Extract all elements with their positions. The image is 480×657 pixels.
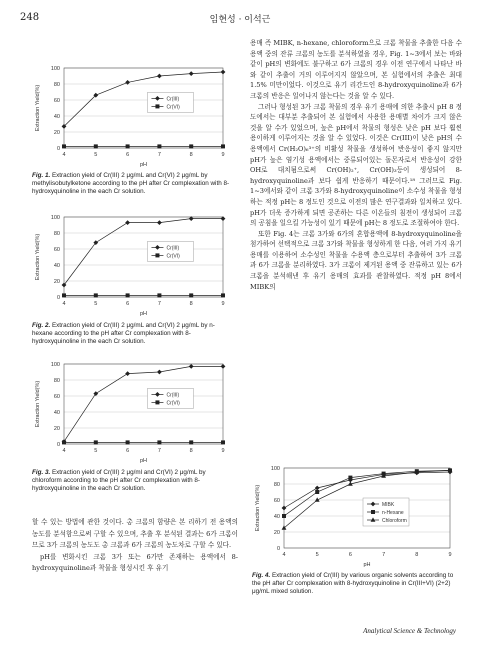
legend-marker: [155, 400, 159, 404]
figure-3-caption-label: Fig. 3.: [32, 469, 51, 476]
y-tick-label: 80: [53, 378, 60, 384]
y-tick-label: 40: [53, 410, 60, 416]
data-point: [282, 506, 287, 511]
series-line-cr-iii-: [64, 72, 223, 126]
x-tick-label: 9: [221, 152, 225, 158]
right-column-body: [250, 38, 462, 292]
y-tick-label: 40: [273, 514, 280, 520]
data-point: [221, 364, 226, 369]
legend-label: Cr(III): [166, 96, 180, 103]
y-tick-label: 100: [50, 66, 60, 72]
figure-2-chart: [30, 211, 235, 319]
legend-label: Cr(III): [166, 245, 180, 252]
axes-frame: [64, 68, 223, 148]
legend-marker: [155, 104, 159, 108]
data-point: [221, 70, 226, 75]
data-point: [315, 486, 320, 491]
data-point: [157, 220, 162, 225]
y-tick-label: 20: [53, 426, 60, 432]
figure-3-caption-text: Extraction yield of Cr(III) 2 μg/ml and Cr(VI) 2 μg/mL by chloroform according to the pH after Cr complexation with 8-hydroxyquinoline in the each Cr solution.: [32, 469, 206, 493]
figure-3-chart: [30, 358, 235, 466]
data-point: [126, 293, 130, 297]
y-tick-label: 0: [276, 546, 280, 552]
x-tick-label: 6: [126, 152, 130, 158]
figure-2-caption: [32, 322, 232, 347]
y-tick-label: 100: [50, 362, 60, 368]
y-tick-label: 60: [273, 498, 280, 504]
x-tick-label: 7: [157, 152, 161, 158]
x-tick-label: 5: [94, 301, 98, 307]
x-tick-label: 5: [94, 152, 98, 158]
left-column-body: [32, 517, 238, 575]
data-point: [348, 476, 352, 480]
legend-label: Cr(VI): [166, 400, 180, 407]
figure-1-caption-label: Fig. 1.: [32, 172, 51, 179]
x-tick-label: 8: [189, 301, 193, 307]
data-point: [93, 391, 98, 396]
x-axis-label: pH: [139, 458, 148, 464]
figure-4-caption-label: Fig. 4.: [252, 572, 271, 579]
y-tick-label: 40: [53, 263, 60, 269]
right-paragraph-3: 또한 Fig. 4는 크롬 3가와 6가의 혼합용액에 8-hydroxyquinoline을 첨가하여 선택적으로 크롬 3가와 착물을 형성하게 한 다음, 여러 가지 유기용매를 이용하여 소수성인 착물을 수용액 층으로부터 추출하여 3가 크롬과 6가 크롬을 분리하였다. 3가 크롬이 제거된 용액 중 잔류하고 있는 6가 크롬을 분석해낸 후 유기 용매의 효과를 관찰하였다. 적정 pH 8에서 MIBK의: [250, 229, 462, 291]
y-axis-label: Extraction Yield(%): [255, 484, 261, 532]
data-point: [126, 144, 130, 148]
data-point: [125, 371, 130, 376]
x-tick-label: 8: [189, 152, 193, 158]
figure-1-caption-text: Extraction yield of Cr(III) 2 μg/mL and Cr(VI) 2 μg/mL by methylisobutylketone according to the pH after Cr complexation with 8-hydroxyquinoline in the each Cr solution.: [32, 172, 230, 196]
x-axis-label: pH: [139, 162, 148, 168]
data-point: [315, 497, 320, 501]
legend-label: Cr(VI): [166, 253, 180, 260]
y-axis-label: Extraction Yield(%): [35, 380, 41, 428]
plot-area: [255, 466, 452, 568]
y-tick-label: 60: [53, 247, 60, 253]
y-axis-label: Extraction Yield(%): [35, 233, 41, 281]
figure-2-caption-text: Extraction yield of Cr(III) 2 μg/mL and Cr(VI) 2 μg/mL by n-hexane according to the pH after Cr complexation with 8-hydroxyquinoline in the each Cr solution.: [32, 322, 215, 346]
data-point: [189, 293, 193, 297]
x-tick-label: 9: [221, 301, 225, 307]
data-point: [189, 440, 193, 444]
legend-label: n-Hexane: [382, 510, 404, 516]
plot-area: [35, 362, 225, 464]
data-point: [221, 293, 225, 297]
figure-4-caption: [252, 572, 460, 597]
data-point: [282, 514, 286, 518]
left-paragraph-2: pH를 변화시킨 크롬 3가 또는 6가만 존재하는 용액에서 8-hydroxyquinoline과 착물을 형성시킨 후 유기: [32, 552, 238, 573]
x-tick-label: 5: [94, 448, 98, 454]
legend-label: Cr(VI): [166, 104, 180, 111]
journal-footer: Analytical Science & Technology: [363, 627, 456, 635]
y-tick-label: 80: [53, 231, 60, 237]
right-paragraph-1: 용매 즉 MIBK, n-hexane, chloroform으로 크롬 착물을 추출한 다음 수용액 중의 잔류 크롬의 농도를 분석하였을 경우, Fig. 1~3에서 보는 바와 같이 pH의 변화에도 불구하고 6가 크롬의 경우 이전 연구에서 나타난 바와 같이 추출이 거의 이루어지지 않았으며, 본 실험에서의 추출은 최대 1.5% 미만이었다. 이것으로 유기 리간드인 8-hydroxyquinoline과 6가 크롬의 반응은 일어나지 않는다는 것을 알 수 있다.: [250, 39, 462, 100]
data-point: [62, 293, 66, 297]
data-point: [125, 220, 130, 225]
figure-2-caption-label: Fig. 2.: [32, 322, 51, 329]
data-point: [62, 144, 66, 148]
data-point: [189, 144, 193, 148]
series-line-cr-iii-: [64, 219, 223, 285]
y-tick-label: 20: [53, 130, 60, 136]
running-header-authors: 임현성 · 이석근: [209, 15, 271, 25]
y-tick-label: 60: [53, 98, 60, 104]
x-tick-label: 4: [62, 152, 66, 158]
data-point: [189, 71, 194, 76]
axes-frame: [64, 217, 223, 297]
y-tick-label: 80: [53, 82, 60, 88]
figure-3-caption: [32, 469, 232, 494]
data-point: [282, 525, 287, 529]
x-tick-label: 5: [315, 552, 319, 558]
x-tick-label: 4: [62, 301, 66, 307]
data-point: [315, 490, 319, 494]
data-point: [157, 440, 161, 444]
axes-frame: [64, 364, 223, 444]
series-line-cr-iii-: [64, 366, 223, 441]
x-tick-label: 6: [348, 552, 352, 558]
data-point: [94, 144, 98, 148]
data-point: [94, 293, 98, 297]
data-point: [157, 293, 161, 297]
legend-marker: [155, 253, 159, 257]
x-tick-label: 7: [382, 552, 386, 558]
x-tick-label: 9: [448, 552, 452, 558]
x-tick-label: 6: [126, 448, 130, 454]
y-tick-label: 60: [53, 394, 60, 400]
legend-label: Cr(III): [166, 392, 180, 399]
data-point: [94, 440, 98, 444]
y-tick-label: 100: [270, 466, 280, 472]
data-point: [221, 440, 225, 444]
y-tick-label: 0: [56, 295, 60, 301]
y-tick-label: 0: [56, 146, 60, 152]
x-tick-label: 8: [415, 552, 419, 558]
x-tick-label: 7: [157, 448, 161, 454]
data-point: [126, 440, 130, 444]
data-point: [189, 364, 194, 369]
figure-4-chart: [250, 462, 462, 570]
x-tick-label: 8: [189, 448, 193, 454]
y-tick-label: 80: [273, 482, 280, 488]
y-tick-label: 20: [273, 530, 280, 536]
legend-label: MIBK: [382, 502, 395, 508]
plot-area: [35, 66, 225, 168]
y-tick-label: 0: [56, 442, 60, 448]
data-point: [157, 144, 161, 148]
plot-area: [35, 215, 225, 317]
right-paragraph-2: 그러나 형성된 3가 크롬 착물의 경우 유기 용매에 의한 추출시 pH 8 정도에서는 대부분 추출되어 본 실험에서 사용한 용매별 차이가 크지 않은 것을 알 수가 있었으며, 높은 pH에서 착물의 형성은 낮은 pH 보다 훨씬 용이하게 이루어지는 것을 알 수 있었다. 이것은 Cr(III)이 낮은 pH의 수용액에서 Cr(H₂O)₆³⁺의 비활성 착물을 생성하여 반응성이 좋지 않지만 pH가 높은 염기성 용액에서는 중류되어있는 돌몬자로서 반응성이 강한 OH로 대치됨으로써 Cr(OH)₂⁺, Cr(OH)₃등이 생성되어 8-hydroxyquinoline과 보다 쉽게 반응하기 때문이다.¹⁸ 그러므로 Fig. 1~3에서와 같이 크롬 3가와 8-hydroxyquinoline이 소수성 착물을 형성하는 적정 pH는 8 정도인 것으로 이전의 많은 연구결과와 일치하고 있다. pH가 더욱 증가하게 되면 공존하는 다른 이온들의 침전이 생성되어 크롬의 공침을 일으킬 가능성이 있기 때문에 pH는 8 정도로 조절하여야 한다.: [250, 102, 462, 228]
data-point: [62, 440, 66, 444]
data-point: [157, 370, 162, 375]
figure-4-caption-text: Extraction yield of Cr(III) by various organic solvents according to the pH after Cr complexation with 8-hydroxyquinoline in Cr(III+VI) (2+2) μg/mL mixed solution.: [252, 572, 454, 596]
figure-1-chart: [30, 62, 235, 170]
page-number: 248: [20, 12, 40, 23]
x-tick-label: 6: [126, 301, 130, 307]
x-tick-label: 7: [157, 301, 161, 307]
x-axis-label: pH: [139, 311, 148, 317]
y-tick-label: 20: [53, 279, 60, 285]
y-axis-label: Extraction Yield(%): [35, 84, 41, 132]
legend-marker: [371, 510, 375, 514]
figure-1-caption: [32, 172, 232, 197]
legend-label: Chloroform: [382, 518, 407, 524]
data-point: [157, 74, 162, 79]
left-paragraph-1: 할 수 있는 방법에 관한 것이다. 총 크롬의 함량은 본 리하기 전 용액의 농도를 분석함으로써 구할 수 있으며, 추출 후 분석된 결과는 6가 크롬이므로 3가 크롬의 농도도 총 크롬과 6가 크롬의 농도차로 구할 수 있다.: [32, 518, 238, 550]
data-point: [221, 144, 225, 148]
y-tick-label: 40: [53, 114, 60, 120]
y-tick-label: 100: [50, 215, 60, 221]
x-tick-label: 9: [221, 448, 225, 454]
x-axis-label: pH: [363, 562, 371, 568]
x-tick-label: 4: [62, 448, 66, 454]
x-tick-label: 4: [282, 552, 286, 558]
